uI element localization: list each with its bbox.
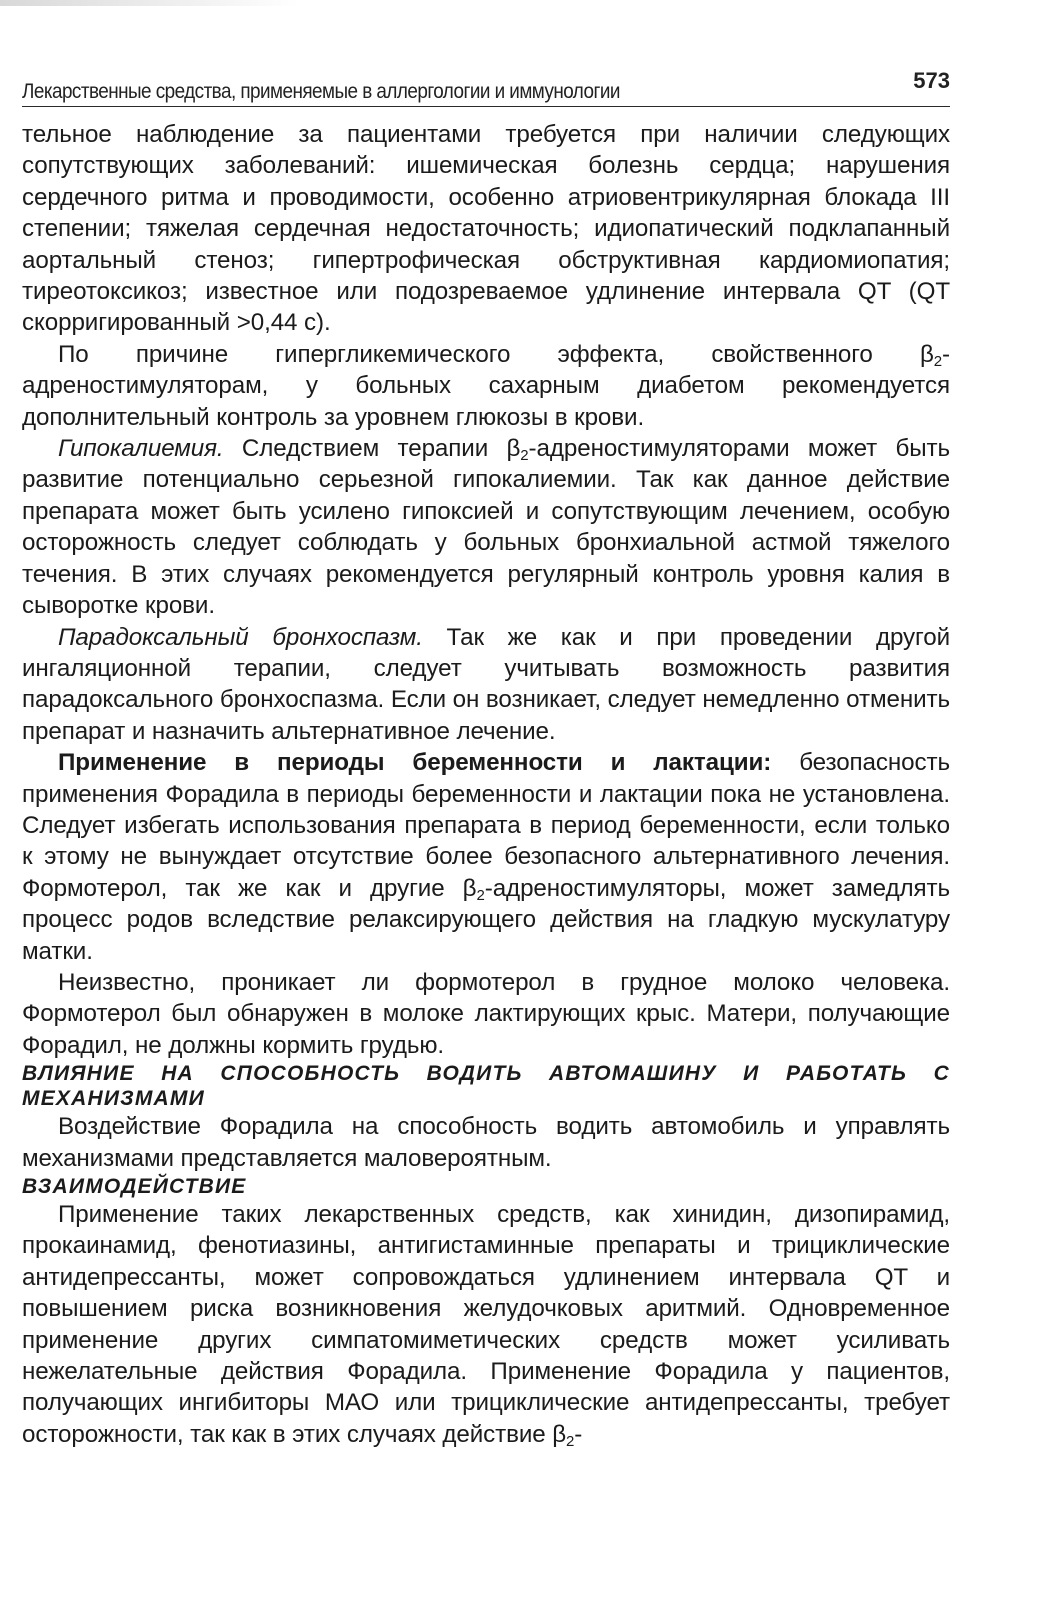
run-in-heading: Применение в периоды беременности и лактации: xyxy=(58,749,772,777)
subscript: 2 xyxy=(476,886,485,904)
text-run: Так же как и при проведении другой ингаляционной терапии, следует учитывать возможность развития парадоксального бронхоспазма. Если он возникает, следует немедленно отменить препарат и назначить альтернативное лечение. xyxy=(22,623,950,745)
text-run: безопасность применения Форадила в периоды беременности и лактации пока не установлена. Следует избегать использования препарата в период беременности, если только к этому не вынуждает отсутствие более безопасного альтернативного лечения. Формотерол, так же как и другие β xyxy=(22,749,950,902)
paragraph-text: тельное наблюдение за пациентами требуется при наличии следующих сопутствующих заболеваний: ишемическая болезнь сердца; нарушения сердечного ритма и проводимости, особенно атриовентрикулярная блокада III степении; тяжелая сердечная недостаточность; идиопатический подклапанный аортальный стеноз; гипертрофическая обструктивная кардиомиопатия; тиреотоксикоз; известное или подозреваемое удлинение интервала QT (QT скорригированный >0,44 с). xyxy=(22,121,950,337)
book-page xyxy=(22,62,950,1450)
text-run: -адреностимуляторам, у больных сахарным диабетом рекомендуется дополнительный контроль за уровнем глюкозы в крови. xyxy=(22,340,950,431)
running-title: Лекарственные средства, применяемые в аллергологии и иммунологии xyxy=(22,80,620,103)
paragraph-text: Неизвестно, проникает ли формотерол в грудное молоко человека. Формотерол был обнаружен в молоке лактирующих крыс. Матери, получающие Форадил, не должны кормить грудью. xyxy=(22,968,950,1059)
scan-shade xyxy=(0,0,300,6)
text-run: -адреностимуляторами может быть развитие потенциально серьезной гипокалиемии. Так как данное действие препарата может быть усилено гипоксией и сопутствующим лечением, особую осторожность следует соблюдать у больных бронхиальной астмой тяжелого течения. В этих случаях рекомендуется регулярный контроль уровня калия в сыворотке крови. xyxy=(22,435,951,620)
text-run: - xyxy=(574,1420,583,1448)
paragraph-paradoxical-bronchospasm xyxy=(22,622,950,748)
section-heading-interactions: ВЗАИМОДЕЙСТВИЕ xyxy=(22,1175,247,1198)
run-in-heading: Парадоксальный бронхоспазм. xyxy=(58,623,423,651)
text-run: -адреностимуляторы, может замедлять процесс родов вследствие релаксирующего действия на гладкую мускулатуру матки. xyxy=(22,874,950,965)
paragraph-pregnancy xyxy=(22,747,950,967)
paragraph-continuation xyxy=(22,119,950,339)
subscript: 2 xyxy=(520,447,529,465)
paragraph-driving xyxy=(22,1111,950,1174)
text-run: Применение таких лекарственных средств, как хинидин, дизопирамид, прокаинамид, фенотиазины, антигистаминные препараты и трициклические антидепрессанты, может сопровождаться удлинением интервала QT и повышением риска возникновения желудочковых аритмий. Одновременное применение других симпатомиметических средств может усиливать нежелательные действия Форадила. Применение Форадила у пациентов, получающих ингибиторы МАО или трициклические антидепрессанты, требует осторожности, так как в этих случаях действие β xyxy=(22,1201,950,1448)
paragraph-hyperglycemia xyxy=(22,339,950,433)
body-text xyxy=(22,119,950,1450)
running-header xyxy=(22,62,950,107)
subscript: 2 xyxy=(933,353,943,371)
paragraph-interactions xyxy=(22,1199,950,1450)
subscript: 2 xyxy=(566,1433,575,1451)
paragraph-lactation xyxy=(22,967,950,1061)
text-run: Следствием терапии β xyxy=(223,435,521,463)
run-in-heading: Гипокалиемия. xyxy=(58,435,224,463)
paragraph-hypokalemia xyxy=(22,433,950,621)
page-number: 573 xyxy=(913,68,950,93)
section-heading-driving: ВЛИЯНИЕ НА СПОСОБНОСТЬ ВОДИТЬ АВТОМАШИНУ И РАБОТАТЬ С МЕХАНИЗМАМИ xyxy=(22,1062,950,1111)
paragraph-text: Воздействие Форадила на способность водить автомобиль и управлять механизмами представляется маловероятным. xyxy=(22,1113,950,1172)
text-run: По причине гипергликемического эффекта, свойственного β xyxy=(58,340,934,368)
